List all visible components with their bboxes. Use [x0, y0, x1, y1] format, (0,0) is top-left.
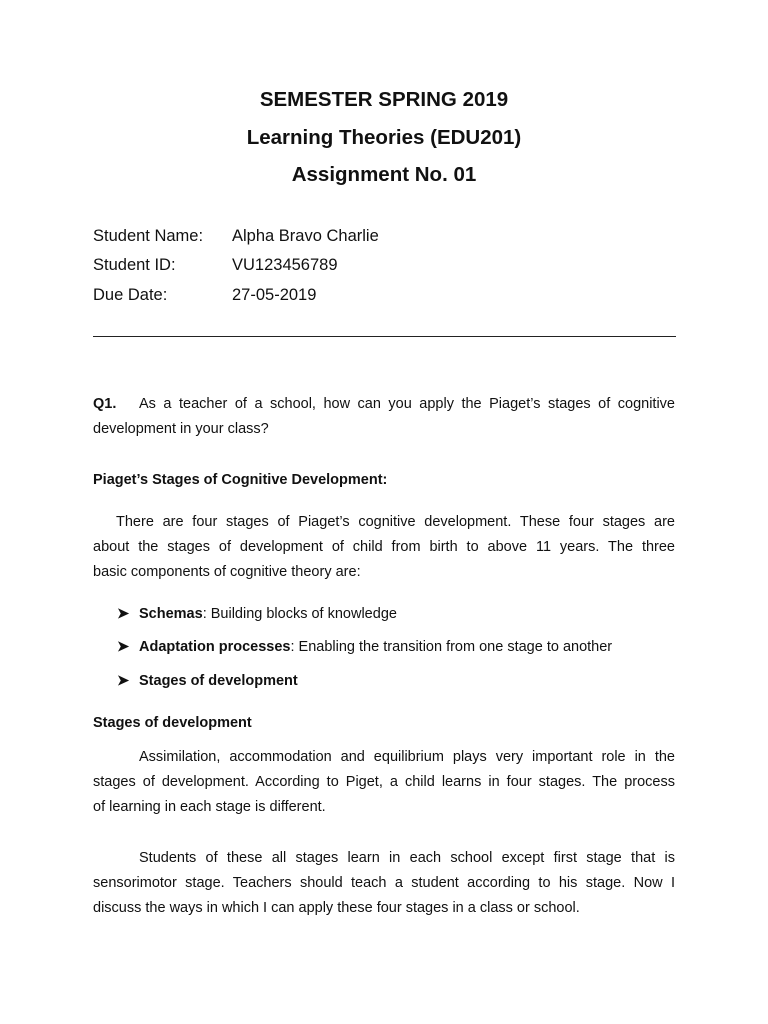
- question-1: [93, 392, 675, 442]
- section2-p1-line3: of learning in each stage is different.: [93, 799, 326, 815]
- question-text-line2: development in your class?: [93, 421, 269, 437]
- section1-line2: about the stages of development of child from birth to above 11 years. The three: [93, 539, 675, 555]
- question-text-line1: As a teacher of a school, how can you apply the Piaget’s stages of cognitive: [139, 396, 675, 412]
- arrowhead-bullet-icon: ➤: [117, 639, 130, 655]
- bullet-term: Schemas: [139, 606, 203, 622]
- section1-paragraph: [93, 510, 675, 585]
- course-title: Learning Theories (EDU201): [246, 126, 522, 149]
- due-date-value: 27-05-2019: [232, 286, 317, 304]
- horizontal-divider: [93, 336, 676, 337]
- list-item: [117, 606, 397, 622]
- student-id-row: [93, 256, 338, 275]
- section2-paragraph2: [93, 846, 675, 921]
- section2-p2-line3: discuss the ways in which I can apply these four stages in a class or school.: [93, 900, 580, 916]
- section2-p1-line1: Assimilation, accommodation and equilibrium plays very important role in the: [139, 749, 675, 765]
- section2-p2-line2: sensorimotor stage. Teachers should teach a student according to his stage. Now I: [93, 875, 675, 891]
- section2-p2-line1: Students of these all stages learn in each school except first stage that is: [139, 850, 675, 866]
- student-name-row: [93, 227, 379, 246]
- bullet-term: Adaptation processes: [139, 639, 291, 655]
- section-heading-stages: Stages of development: [93, 715, 252, 731]
- assignment-title: Assignment No. 01: [291, 163, 477, 186]
- arrowhead-bullet-icon: ➤: [117, 606, 130, 622]
- student-id-label: Student ID:: [93, 256, 176, 274]
- bullet-term: Stages of development: [139, 673, 298, 689]
- student-name-value: Alpha Bravo Charlie: [232, 227, 379, 245]
- arrowhead-bullet-icon: ➤: [117, 673, 130, 689]
- due-date-label: Due Date:: [93, 286, 168, 304]
- section1-line3: basic components of cognitive theory are:: [93, 564, 361, 580]
- student-id-value: VU123456789: [232, 256, 338, 274]
- section-heading-piaget: Piaget’s Stages of Cognitive Development:: [93, 472, 388, 488]
- list-item: [117, 639, 612, 655]
- question-tag: Q1.: [93, 396, 117, 412]
- student-name-label: Student Name:: [93, 227, 204, 245]
- section2-paragraph1: [93, 745, 675, 820]
- list-item: [117, 673, 298, 689]
- bullet-desc: : Enabling the transition from one stage to another: [290, 639, 613, 655]
- section2-p1-line2: stages of development. According to Piget, a child learns in four stages. The process: [93, 774, 675, 790]
- due-date-row: [93, 286, 316, 305]
- section1-line1: There are four stages of Piaget’s cognitive development. These four stages are: [116, 514, 675, 530]
- semester-title: SEMESTER SPRING 2019: [259, 88, 509, 111]
- bullet-desc: : Building blocks of knowledge: [202, 606, 397, 622]
